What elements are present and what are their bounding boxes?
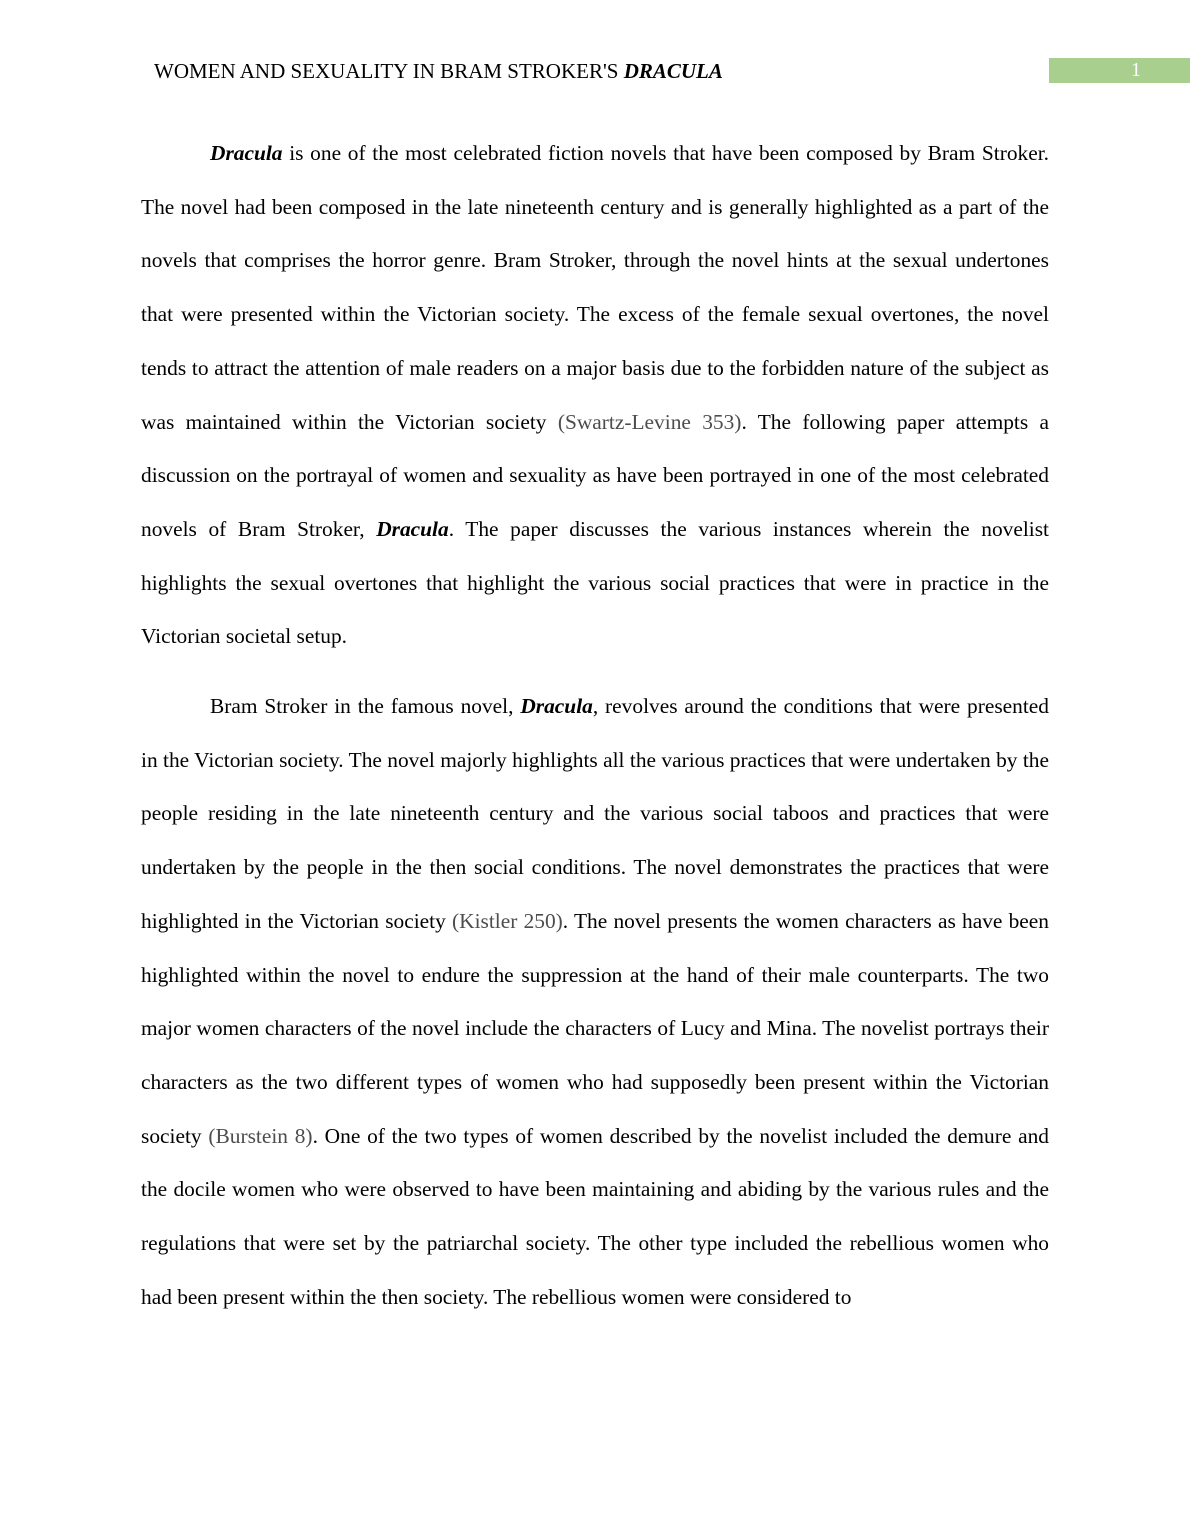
page-number: 1 [1131,59,1141,81]
paragraph-text: , revolves around the conditions that were presented in the Victorian society. The novel majorly highlights all the various practices that were undertaken by the people residing in the late nineteenth century and the various social taboos and practices that were undertaken by the people in the then social conditions. The novel demonstrates the practices that were highlighted in the Victorian society [141,694,1049,933]
paragraph-text: . The following paper attempts a discussion on the portrayal of women and sexuality as have been portrayed in one of the most celebrated novels of Bram Stroker, [141,409,1050,541]
novel-title: Dracula [520,694,593,719]
citation: (Swartz-Levine 353) [557,409,742,434]
novel-title: Dracula [210,141,283,165]
paragraph-text: Bram Stroker in the famous novel, [210,694,521,719]
paragraph-text: . The novel presents the women characters as have been highlighted within the novel to endure the suppression at the hand of their male counterparts. The two major women characters of the novel include the characters of Lucy and Mina. The novelist portrays their characters as the two different types of women who had supposedly been present within the Victorian society [141,908,1049,1148]
paragraph-text: is one of the most celebrated fiction novels that have been composed by Bram Stroker. The novel had been composed in the late nineteenth century and is generally highlighted as a part of the novels that comprises the horror genre. Bram Stroker, through the novel hints at the sexual undertones that were presented within the Victorian society. The excess of the female sexual overtones, the novel tends to attract the attention of male readers on a major basis due to the forbidden nature of the subject as was maintained within the Victorian society [141,141,1049,434]
running-header [154,57,723,85]
page-number-box [1049,58,1190,83]
citation: (Kistler 250) [452,908,563,933]
paragraph-text: . One of the two types of women described by the novelist included the demure and the docile women who were observed to have been maintaining and abiding by the various rules and the regulations that were set by the patriarchal society. The other type included the rebellious women who had been present within the then society. The rebellious women were considered to [141,1123,1050,1309]
header-title-text: WOMEN AND SEXUALITY IN BRAM STROKER'S [154,59,624,83]
paragraph-2 [141,680,1049,1324]
paragraph-1 [141,127,1049,664]
header-title-emphasis: DRACULA [623,59,723,83]
document-body [141,127,1049,1324]
citation: (Burstein 8) [208,1123,313,1148]
novel-title: Dracula [376,516,449,541]
paragraph-text: . The paper discusses the various instances wherein the novelist highlights the sexual overtones that highlight the various social practices that were in practice in the Victorian societal setup. [141,516,1049,649]
